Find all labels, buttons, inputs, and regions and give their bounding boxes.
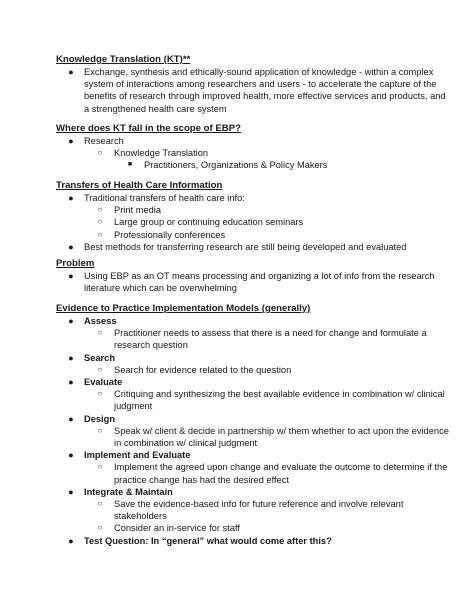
kt-heading: Knowledge Translation (KT)** (56, 54, 191, 65)
kt-line-2: system of interactions among researchers and users - to accelerate the capture of the (84, 79, 437, 90)
models-evaluate (56, 376, 454, 388)
circle-marker: ○ (97, 389, 103, 399)
models-assess (56, 315, 454, 327)
bullet-marker: ● (68, 193, 74, 203)
problem-section (56, 258, 454, 294)
circle-marker: ○ (97, 148, 103, 158)
models-section (56, 303, 454, 547)
kt-line-3: benefits of research through improved health, more effective services and products, and (84, 91, 446, 102)
circle-marker: ○ (97, 523, 103, 533)
models-evaluate-line-2: judgment (114, 401, 153, 412)
problem-heading: Problem (56, 258, 95, 269)
transfers-sub-print (56, 204, 454, 216)
bullet-marker: ● (68, 413, 74, 424)
transfers-item-traditional (56, 192, 454, 204)
bullet-marker: ● (68, 316, 74, 326)
ebp-item-practitioners (56, 159, 454, 171)
models-evaluate-label: Evaluate (84, 377, 123, 388)
bullet-marker: ● (68, 352, 74, 363)
ebp-item-research-text: Research (84, 136, 124, 146)
problem-bullet (56, 270, 454, 294)
kt-line-1: Exchange, synthesis and ethically-sound application of knowledge - within a complex (84, 67, 434, 77)
models-search-label: Search (84, 352, 116, 363)
bullet-marker: ● (68, 450, 74, 461)
models-assess-line-2: research question (114, 340, 188, 351)
circle-marker: ○ (97, 328, 103, 338)
models-integrate-line-2: stakeholders (114, 511, 167, 522)
models-integrate-sub1 (56, 498, 454, 522)
models-implement-line-2: practice change has had the desired effect (114, 474, 290, 485)
bullet-marker: ● (68, 136, 74, 146)
ebp-item-practitioners-text: Practitioners, Organizations & Policy Makers (144, 160, 328, 171)
models-design-line-1: Speak w/ client & decide in partnership w/ them whether to act upon the evidence (114, 425, 449, 436)
circle-marker: ○ (97, 229, 103, 239)
ebp-heading: Where does KT fall in the scope of EBP? (56, 123, 241, 134)
models-integrate-line-1: Save the evidence-based info for future reference and involve relevant (114, 499, 404, 510)
models-test-question (56, 535, 454, 547)
models-assess-label: Assess (84, 316, 117, 326)
models-design (56, 413, 454, 425)
problem-line-1: Using EBP as an OT means processing and organizing a lot of info from the research (84, 271, 435, 281)
kt-section (56, 54, 454, 115)
transfers-sub-print-text: Print media (114, 205, 162, 216)
models-evaluate-sub (56, 388, 454, 412)
models-search-text: Search for evidence related to the question (114, 364, 292, 375)
transfers-sub-seminars-text: Large group or continuing education seminars (114, 217, 304, 228)
transfers-sub-seminars (56, 216, 454, 228)
models-integrate (56, 486, 454, 498)
models-assess-sub (56, 327, 454, 351)
circle-marker: ○ (97, 205, 103, 215)
models-implement-line-1: Implement the agreed upon change and evaluate the outcome to determine if the (114, 462, 448, 473)
transfers-sub-conferences-text: Professionally conferences (114, 229, 226, 240)
ebp-item-kt-text: Knowledge Translation (114, 148, 209, 159)
transfers-section (56, 180, 454, 253)
models-search-sub (56, 364, 454, 376)
models-implement (56, 449, 454, 461)
transfers-item-methods (56, 241, 454, 253)
circle-marker: ○ (97, 462, 103, 472)
bullet-marker: ● (68, 377, 74, 388)
ebp-item-kt (56, 147, 454, 159)
circle-marker: ○ (97, 217, 103, 227)
models-test-question-text: Test Question: In “general” what would come after this? (84, 535, 332, 546)
circle-marker: ○ (97, 425, 103, 435)
models-design-sub (56, 425, 454, 449)
problem-line-2: literature which can be overwhelming (84, 283, 237, 294)
circle-marker: ○ (97, 499, 103, 509)
models-integrate-sub2 (56, 522, 454, 534)
models-evaluate-line-1: Critiquing and synthesizing the best available evidence in combination w/ clinical (114, 389, 445, 400)
models-design-label: Design (84, 413, 115, 424)
square-marker: ■ (127, 161, 133, 169)
transfers-heading: Transfers of Health Care Information (56, 180, 223, 191)
models-design-line-2: in combination w/ clinical judgment (114, 438, 258, 449)
bullet-marker: ● (68, 486, 74, 497)
bullet-marker: ● (68, 241, 74, 252)
ebp-section (56, 123, 454, 172)
models-implement-sub (56, 461, 454, 485)
kt-line-4: a strengthened health care system (84, 103, 227, 114)
models-search (56, 352, 454, 364)
models-assess-line-1: Practitioner needs to assess that there is a need for change and formulate a (114, 328, 427, 339)
models-integrate-label: Integrate & Maintain (84, 486, 173, 497)
ebp-item-research (56, 135, 454, 147)
models-integrate-sub2-text: Consider an in-service for staff (114, 523, 240, 534)
circle-marker: ○ (97, 364, 103, 374)
kt-bullet (56, 66, 454, 115)
transfers-item-traditional-text: Traditional transfers of health care info: (84, 193, 245, 203)
bullet-marker: ● (68, 67, 74, 77)
models-implement-label: Implement and Evaluate (84, 450, 191, 461)
bullet-marker: ● (68, 535, 74, 546)
bullet-marker: ● (68, 271, 74, 281)
transfers-item-methods-text: Best methods for transferring research are still being developed and evaluated (84, 241, 407, 252)
transfers-sub-conferences (56, 229, 454, 241)
models-heading: Evidence to Practice Implementation Models (generally) (56, 303, 311, 314)
